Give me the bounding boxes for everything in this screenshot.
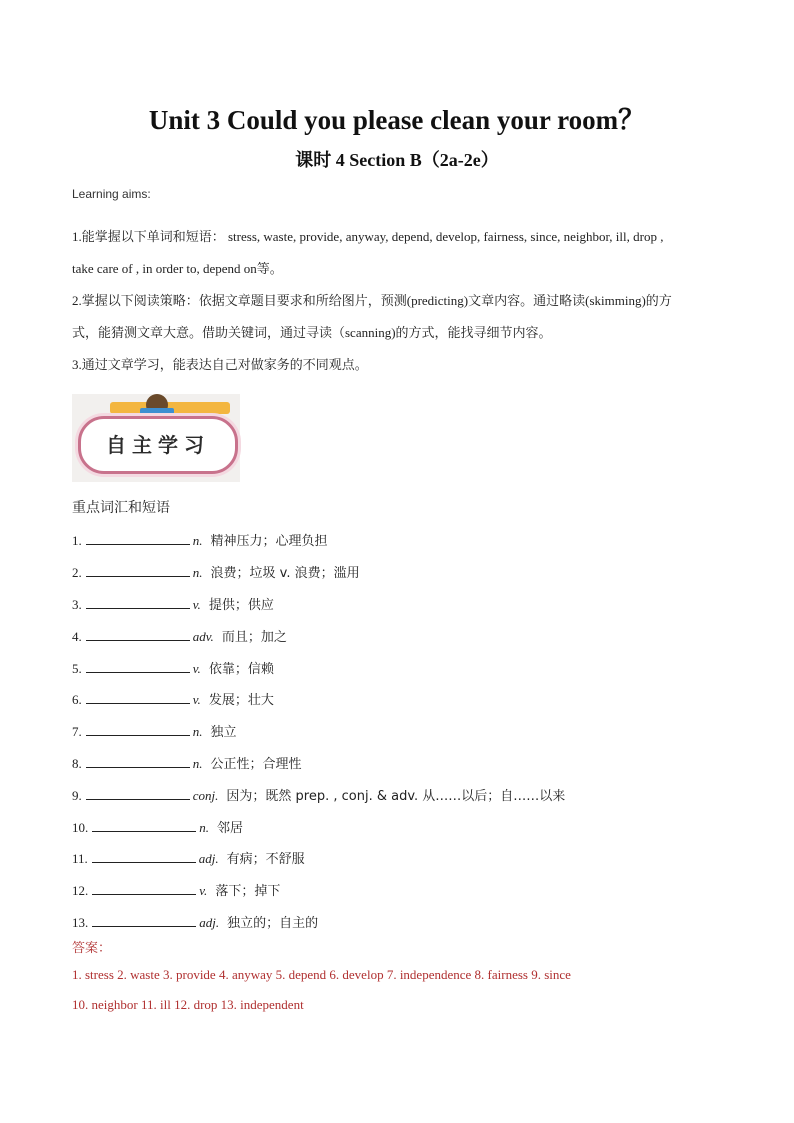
vocab-item: [72, 817, 243, 836]
part-of-speech: adj.: [198, 851, 219, 866]
part-of-speech: n.: [192, 533, 203, 548]
aim-line-4: 式，能猜测文章大意。借助关键词，通过寻读（scanning)的方式，能找寻细节内容。: [72, 325, 552, 340]
meaning: 而且；加之: [221, 630, 287, 645]
learning-aims-label: Learning aims:: [72, 187, 151, 201]
part-of-speech: conj.: [192, 788, 219, 803]
vocab-item: [72, 562, 360, 581]
vocab-item: [72, 689, 274, 708]
meaning: 依靠；信赖: [208, 662, 274, 677]
item-number: 12.: [72, 883, 89, 898]
vocab-item: [72, 530, 328, 549]
meaning: 提供；供应: [208, 598, 274, 613]
item-number: 11.: [72, 851, 88, 866]
answer-blank[interactable]: [92, 882, 196, 895]
answer-blank[interactable]: [92, 850, 196, 863]
vocab-item: [72, 912, 318, 931]
aim-line-2: take care of , in order to, depend on等。: [72, 261, 283, 276]
vocab-section-title: 重点词汇和短语: [72, 500, 170, 516]
part-of-speech: v.: [192, 692, 201, 707]
answer-blank[interactable]: [86, 723, 190, 736]
part-of-speech: v.: [199, 883, 208, 898]
vocab-item: [72, 594, 274, 613]
answer-blank[interactable]: [86, 755, 190, 768]
meaning: 落下；掉下: [215, 884, 281, 899]
meaning: 发展；壮大: [208, 693, 274, 708]
part-of-speech: adj.: [199, 915, 220, 930]
answer-label: 答案：: [72, 941, 112, 956]
vocab-item: [72, 721, 237, 740]
vocab-item: [72, 880, 280, 899]
answer-blank[interactable]: [92, 819, 196, 832]
answer-blank[interactable]: [86, 691, 190, 704]
part-of-speech: v.: [192, 661, 201, 676]
meaning: 公正性；合理性: [210, 757, 302, 772]
aim-line-1: 1.能掌握以下单词和短语： stress, waste, provide, anyway, depend, develop, fairness, since, neighbor, ill, drop ,: [72, 229, 664, 244]
item-number: 9.: [72, 788, 82, 803]
answer-blank[interactable]: [86, 628, 190, 641]
badge-frame: [78, 416, 238, 474]
self-study-badge-image: [72, 394, 240, 482]
meaning: 精神压力；心理负担: [210, 534, 328, 549]
meaning: 浪费；垃圾 v. 浪费；滥用: [210, 566, 360, 581]
item-number: 3.: [72, 597, 82, 612]
vocab-item: [72, 626, 287, 645]
vocab-item: [72, 785, 565, 804]
lesson-subtitle: 课时 4 Section B（2a-2e）: [295, 150, 499, 170]
item-number: 2.: [72, 565, 82, 580]
answer-blank[interactable]: [86, 787, 190, 800]
answer-blank[interactable]: [92, 914, 196, 927]
aim-line-3: 2.掌握以下阅读策略：依据文章题目要求和所给图片，预测(predicting)文章内容。通过略读(skimming)的方: [72, 293, 672, 308]
item-number: 4.: [72, 629, 82, 644]
page-title: Unit 3 Could you please clean your room？: [148, 105, 646, 135]
part-of-speech: n.: [199, 820, 209, 835]
part-of-speech: n.: [192, 724, 203, 739]
meaning: 独立: [210, 725, 237, 740]
part-of-speech: n.: [192, 565, 203, 580]
answer-blank[interactable]: [86, 564, 190, 577]
meaning: 因为；既然 prep. , conj. & adv. 从……以后；自……以来: [226, 789, 566, 804]
item-number: 5.: [72, 661, 82, 676]
vocab-item: [72, 658, 274, 677]
answer-blank[interactable]: [86, 532, 190, 545]
aim-line-5: 3.通过文章学习，能表达自己对做家务的不同观点。: [72, 357, 368, 372]
item-number: 13.: [72, 915, 89, 930]
item-number: 7.: [72, 724, 82, 739]
part-of-speech: n.: [192, 756, 203, 771]
meaning: 独立的；自主的: [227, 916, 319, 931]
badge-text: 自主学习: [106, 433, 210, 457]
answer-key-line-1: 1. stress 2. waste 3. provide 4. anyway 5. depend 6. develop 7. independence 8. fairness 9. since: [72, 967, 571, 982]
vocab-item: [72, 753, 302, 772]
part-of-speech: v.: [192, 597, 201, 612]
item-number: 8.: [72, 756, 82, 771]
meaning: 有病；不舒服: [226, 852, 305, 867]
item-number: 10.: [72, 820, 89, 835]
item-number: 1.: [72, 533, 82, 548]
part-of-speech: adv.: [192, 629, 214, 644]
item-number: 6.: [72, 692, 82, 707]
answer-blank[interactable]: [86, 660, 190, 673]
answer-key-line-2: 10. neighbor 11. ill 12. drop 13. independent: [72, 997, 304, 1012]
answer-blank[interactable]: [86, 596, 190, 609]
vocab-item: [72, 848, 305, 867]
meaning: 邻居: [217, 821, 244, 836]
